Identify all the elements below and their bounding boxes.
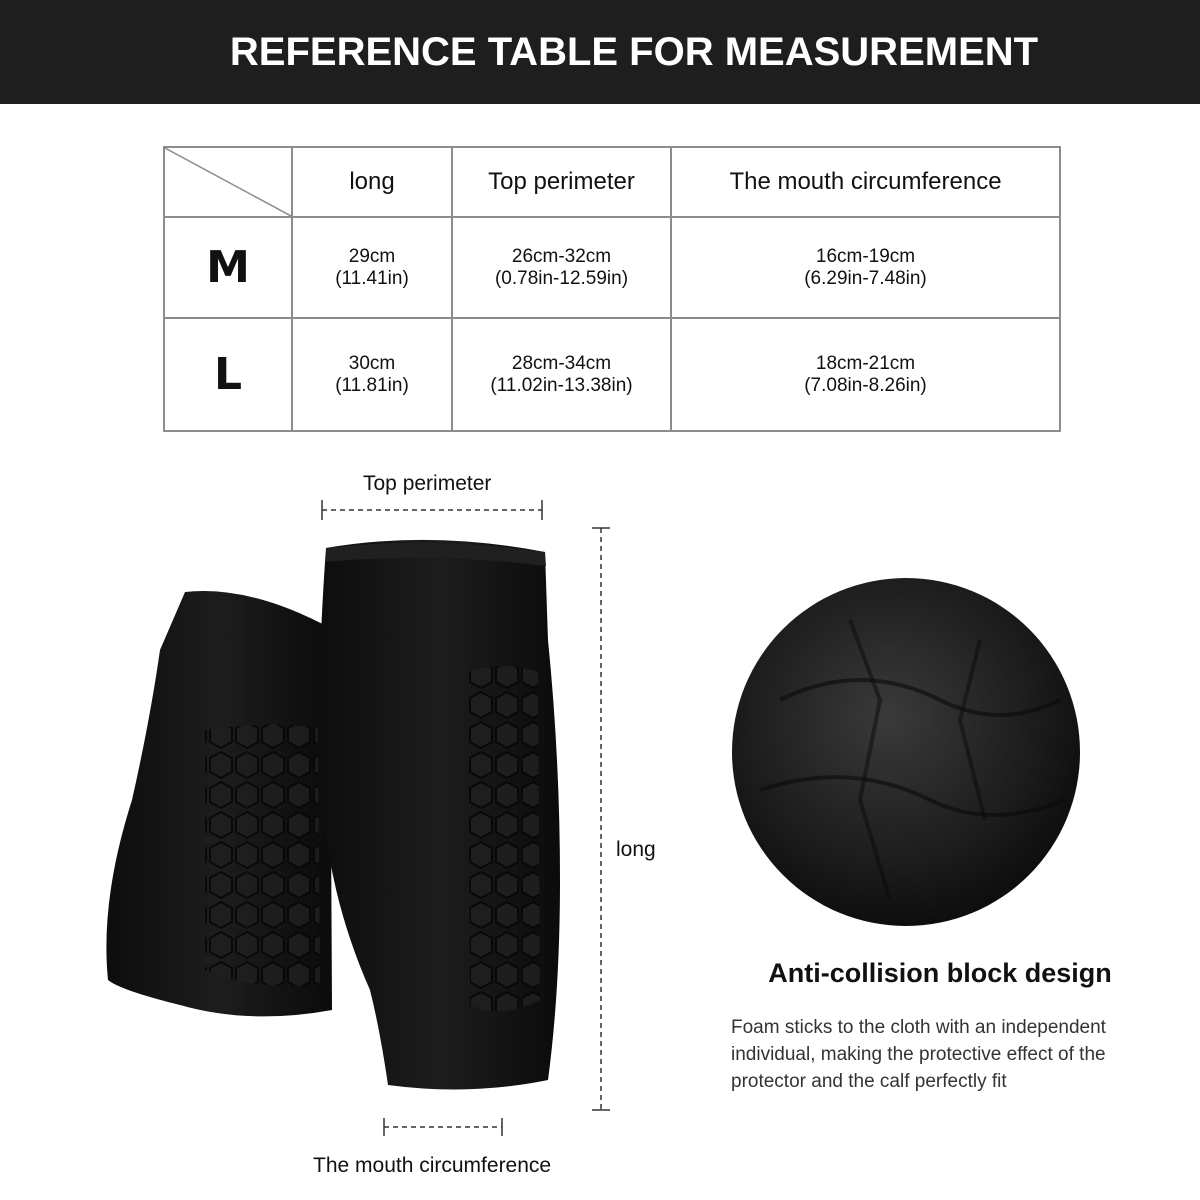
page-title: REFERENCE TABLE FOR MEASUREMENT (229, 30, 1039, 74)
column-header-top-perimeter: Top perimeter (452, 147, 671, 217)
cell-cm: 16cm-19cm (815, 245, 916, 267)
sleeve-front (319, 540, 560, 1090)
cell-in: (0.78in-12.59in) (494, 267, 629, 289)
cell-in: (11.41in) (335, 267, 409, 289)
top-perimeter-guide (322, 500, 542, 520)
cell-cm: 30cm (348, 352, 396, 374)
mouth-circumference-guide (384, 1118, 502, 1136)
column-header-mouth-circumference: The mouth circumference (671, 147, 1060, 217)
cell-cm: 18cm-21cm (815, 352, 916, 374)
size-label: L (164, 318, 292, 431)
feature-description: Foam sticks to the cloth with an independent individual, making the protective effect of the protector and the calf perfectly fit (731, 1017, 1106, 1092)
cell-in: (7.08in-8.26in) (804, 374, 927, 396)
cell-in: (11.81in) (335, 374, 409, 396)
top-perimeter-label: Top perimeter (363, 472, 492, 495)
size-label: M (164, 217, 292, 318)
feature-title: Anti-collision block design (768, 958, 1112, 988)
column-header-long: long (292, 147, 452, 217)
cell-cm: 28cm-34cm (511, 352, 612, 374)
mouth-circumference-label: The mouth circumference (313, 1154, 552, 1177)
cell-cm: 26cm-32cm (511, 245, 612, 267)
sleeve-back (106, 591, 332, 1016)
fabric-closeup (732, 578, 1080, 926)
cell-in: (6.29in-7.48in) (804, 267, 927, 289)
long-label: long (616, 838, 656, 861)
long-guide (592, 528, 610, 1110)
cell-cm: 29cm (348, 245, 396, 267)
cell-in: (11.02in-13.38in) (490, 374, 633, 396)
